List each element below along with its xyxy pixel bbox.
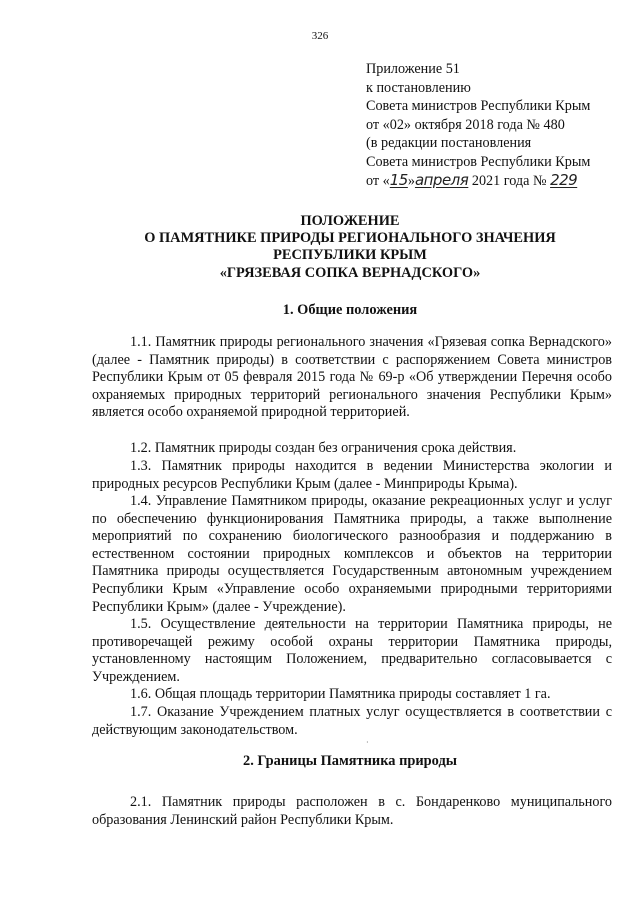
paragraph-1-1: 1.1. Памятник природы регионального значения «Грязевая сопка Вернадского» (далее - Памятник природы) в соответствии с распоряжением Совета министров Республики Крым от 05 февраля 2015 года № 69-р «Об утверждении Перечня особо охраняемых природных территорий регионального значения Республики Крым» является особо охраняемой природной территорией.: [92, 334, 612, 421]
date-prefix: от «: [366, 173, 390, 189]
appendix-line: Приложение 51: [366, 61, 460, 77]
section-heading-1: 1. Общие положения: [282, 302, 418, 318]
appendix-block: [366, 60, 628, 191]
appendix-line: от «02» октября 2018 года № 480: [366, 116, 565, 133]
paragraph-1-2: 1.2. Памятник природы создан без ограничения срока действия.: [130, 440, 517, 456]
appendix-line: к постановлению: [366, 79, 471, 96]
paragraph-1-3: 1.3. Памятник природы находится в ведении Министерства экологии и природных ресурсов Республики Крым (далее - Минприроды Крыма).: [92, 458, 612, 492]
page-number: 326: [311, 30, 329, 42]
appendix-line: Совета министров Республики Крым: [366, 153, 591, 170]
section-heading-2: 2. Границы Памятника природы: [243, 753, 457, 769]
appendix-amendment-date: [366, 171, 628, 191]
title-line: ПОЛОЖЕНИЕ: [300, 213, 400, 229]
title-line: О ПАМЯТНИКЕ ПРИРОДЫ РЕГИОНАЛЬНОГО ЗНАЧЕНИЯ: [144, 230, 556, 247]
title-line: «ГРЯЗЕВАЯ СОПКА ВЕРНАДСКОГО»: [219, 264, 481, 281]
paragraph-1-4: 1.4. Управление Памятником природы, оказание рекреационных услуг и услуг по обеспечению функционирования Памятника природы, а также выполнение мероприятий по сохранению биологического разнообразия и поддержанию в естественном состоянии природных комплексов и объектов на территории Памятника природы осуществляется Государственным автономным учреждением Республики Крым «Управление особо охраняемыми природными территориями Республики Крым» (далее - Учреждение).: [92, 493, 612, 615]
paragraph-1-7: 1.7. Оказание Учреждением платных услуг осуществляется в соответствии с действующим законодательством.: [92, 704, 612, 738]
handwritten-number: 229: [550, 171, 578, 189]
scan-speck: ·: [366, 738, 369, 747]
date-quote: »: [407, 173, 415, 189]
paragraph-2-1: 2.1. Памятник природы расположен в с. Бондаренково муниципального образования Ленинский район Республики Крым.: [92, 794, 612, 828]
document-title: [70, 213, 630, 282]
year-text: 2021 года №: [468, 173, 551, 189]
paragraph-1-6: 1.6. Общая площадь территории Памятника природы составляет 1 га.: [130, 686, 551, 702]
handwritten-day: 15: [389, 171, 408, 189]
title-line: РЕСПУБЛИКИ КРЫМ: [273, 247, 427, 264]
paragraph-1-5: 1.5. Осуществление деятельности на территории Памятника природы, не противоречащей режиму особой охраны территории Памятника природы, установленному настоящим Положением, предварительно согласовывается с Учреждением.: [92, 616, 612, 685]
appendix-line: (в редакции постановления: [366, 135, 532, 151]
handwritten-month: апреля: [414, 171, 469, 189]
appendix-line: Совета министров Республики Крым: [366, 98, 591, 114]
